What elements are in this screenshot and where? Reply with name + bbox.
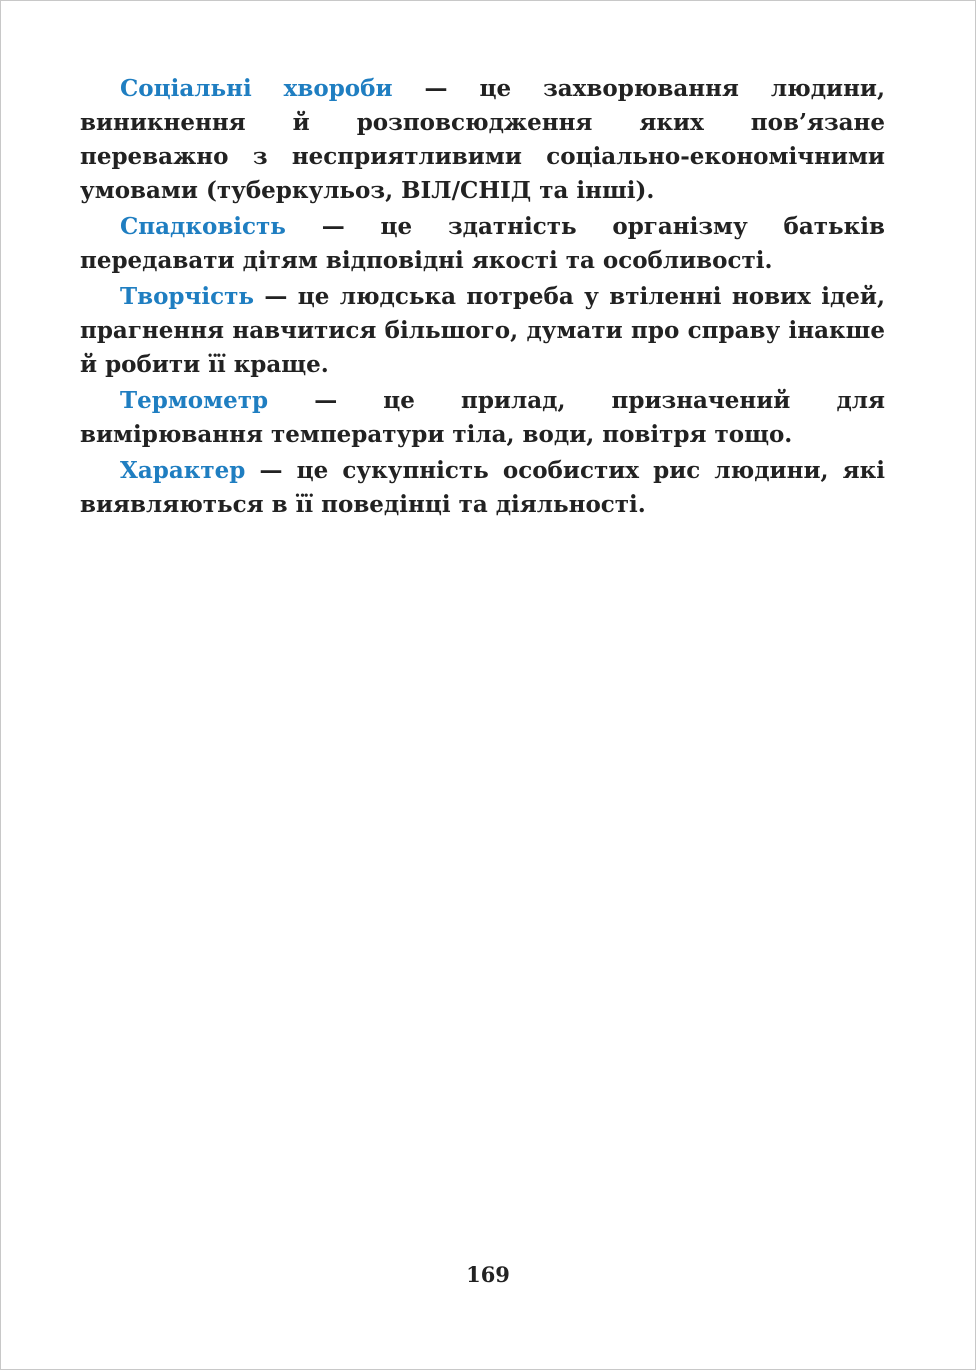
glossary-entry-social-diseases	[80, 72, 885, 208]
glossary-entry-creativity	[80, 280, 885, 382]
glossary-definition: — це захворювання людини, виникнення й розповсюдження яких пов’язане переважно з несприятливими соціально-економічними умовами (туберкульоз, ВІЛ/СНІД та інші).	[80, 75, 886, 204]
glossary-content	[80, 72, 885, 524]
glossary-definition: — це прилад, призначений для вимірювання температури тіла, води, повітря тощо.	[80, 387, 885, 448]
glossary-entry-character	[80, 454, 885, 522]
glossary-term: Характер	[120, 457, 246, 484]
glossary-entry-thermometer	[80, 384, 885, 452]
page-number: 169	[466, 1262, 510, 1287]
glossary-term: Термометр	[120, 387, 269, 414]
glossary-definition: — це здатність організму батьків передавати дітям відповідні якості та особливості.	[80, 213, 885, 274]
glossary-term: Творчість	[120, 283, 254, 310]
glossary-entry-heredity	[80, 210, 885, 278]
glossary-definition: — це сукупність особистих рис людини, які виявляються в її поведінці та діяльності.	[80, 457, 885, 518]
glossary-term: Спадковість	[120, 213, 286, 240]
glossary-term: Соціальні хвороби	[120, 75, 393, 102]
glossary-definition: — це людська потреба у втіленні нових ідей, прагнення навчитися більшого, думати про справу інакше й робити її краще.	[80, 283, 885, 378]
